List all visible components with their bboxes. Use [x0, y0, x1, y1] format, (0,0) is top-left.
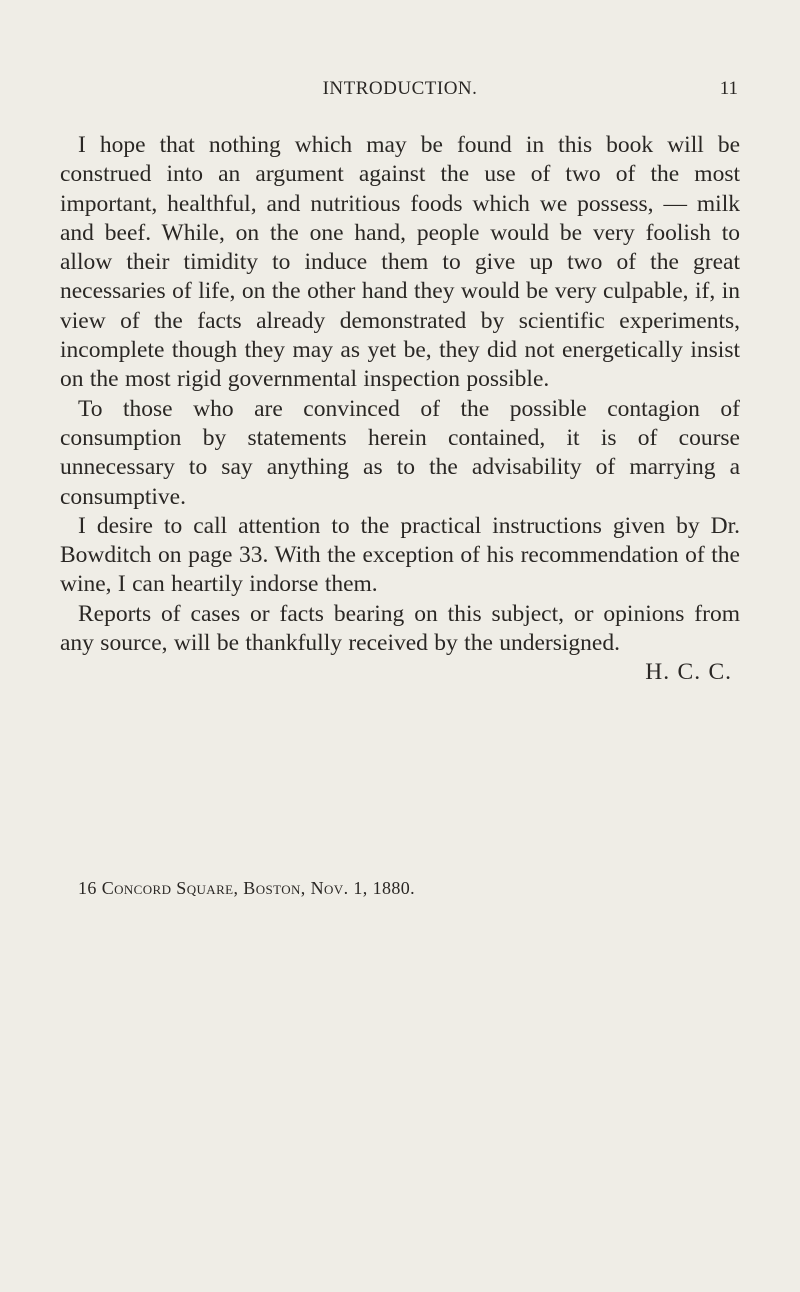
paragraph-reports: Reports of cases or facts bearing on this subject, or opinions from any source, will be thankfully received by the undersigned.	[60, 600, 740, 657]
running-title: INTRODUCTION.	[322, 78, 478, 99]
signature: H. C. C.	[645, 659, 732, 686]
page-number: 11	[719, 78, 738, 99]
paragraph-contagion: To those who are convinced of the possible contagion of consumption by statements herein contained, it is of course unnecessary to say anything as to the advisability of marrying a consumptive.	[60, 395, 740, 510]
paragraph-instructions: I desire to call attention to the practical instructions given by Dr. Bowditch on page 33. With the exception of his recommendation of the wine, I can heartily indorse them.	[60, 512, 740, 598]
address-dateline: 16 Concord Square, Boston, Nov. 1, 1880.	[78, 878, 416, 898]
paragraph-milk-beef: I hope that nothing which may be found in this book will be construed into an argument against the use of two of the most important, healthful, and nutritious foods which we possess, — milk and beef. While, on the one hand, people would be very foolish to allow their timidity to induce them to give up two of the great necessaries of life, on the other hand they would be very culpable, if, in view of the facts already demonstrated by scientific experiments, incomplete though they may as yet be, they did not energetically insist on the most rigid governmental inspection possible.	[60, 132, 740, 393]
body-text	[60, 131, 740, 688]
running-head	[60, 78, 740, 102]
